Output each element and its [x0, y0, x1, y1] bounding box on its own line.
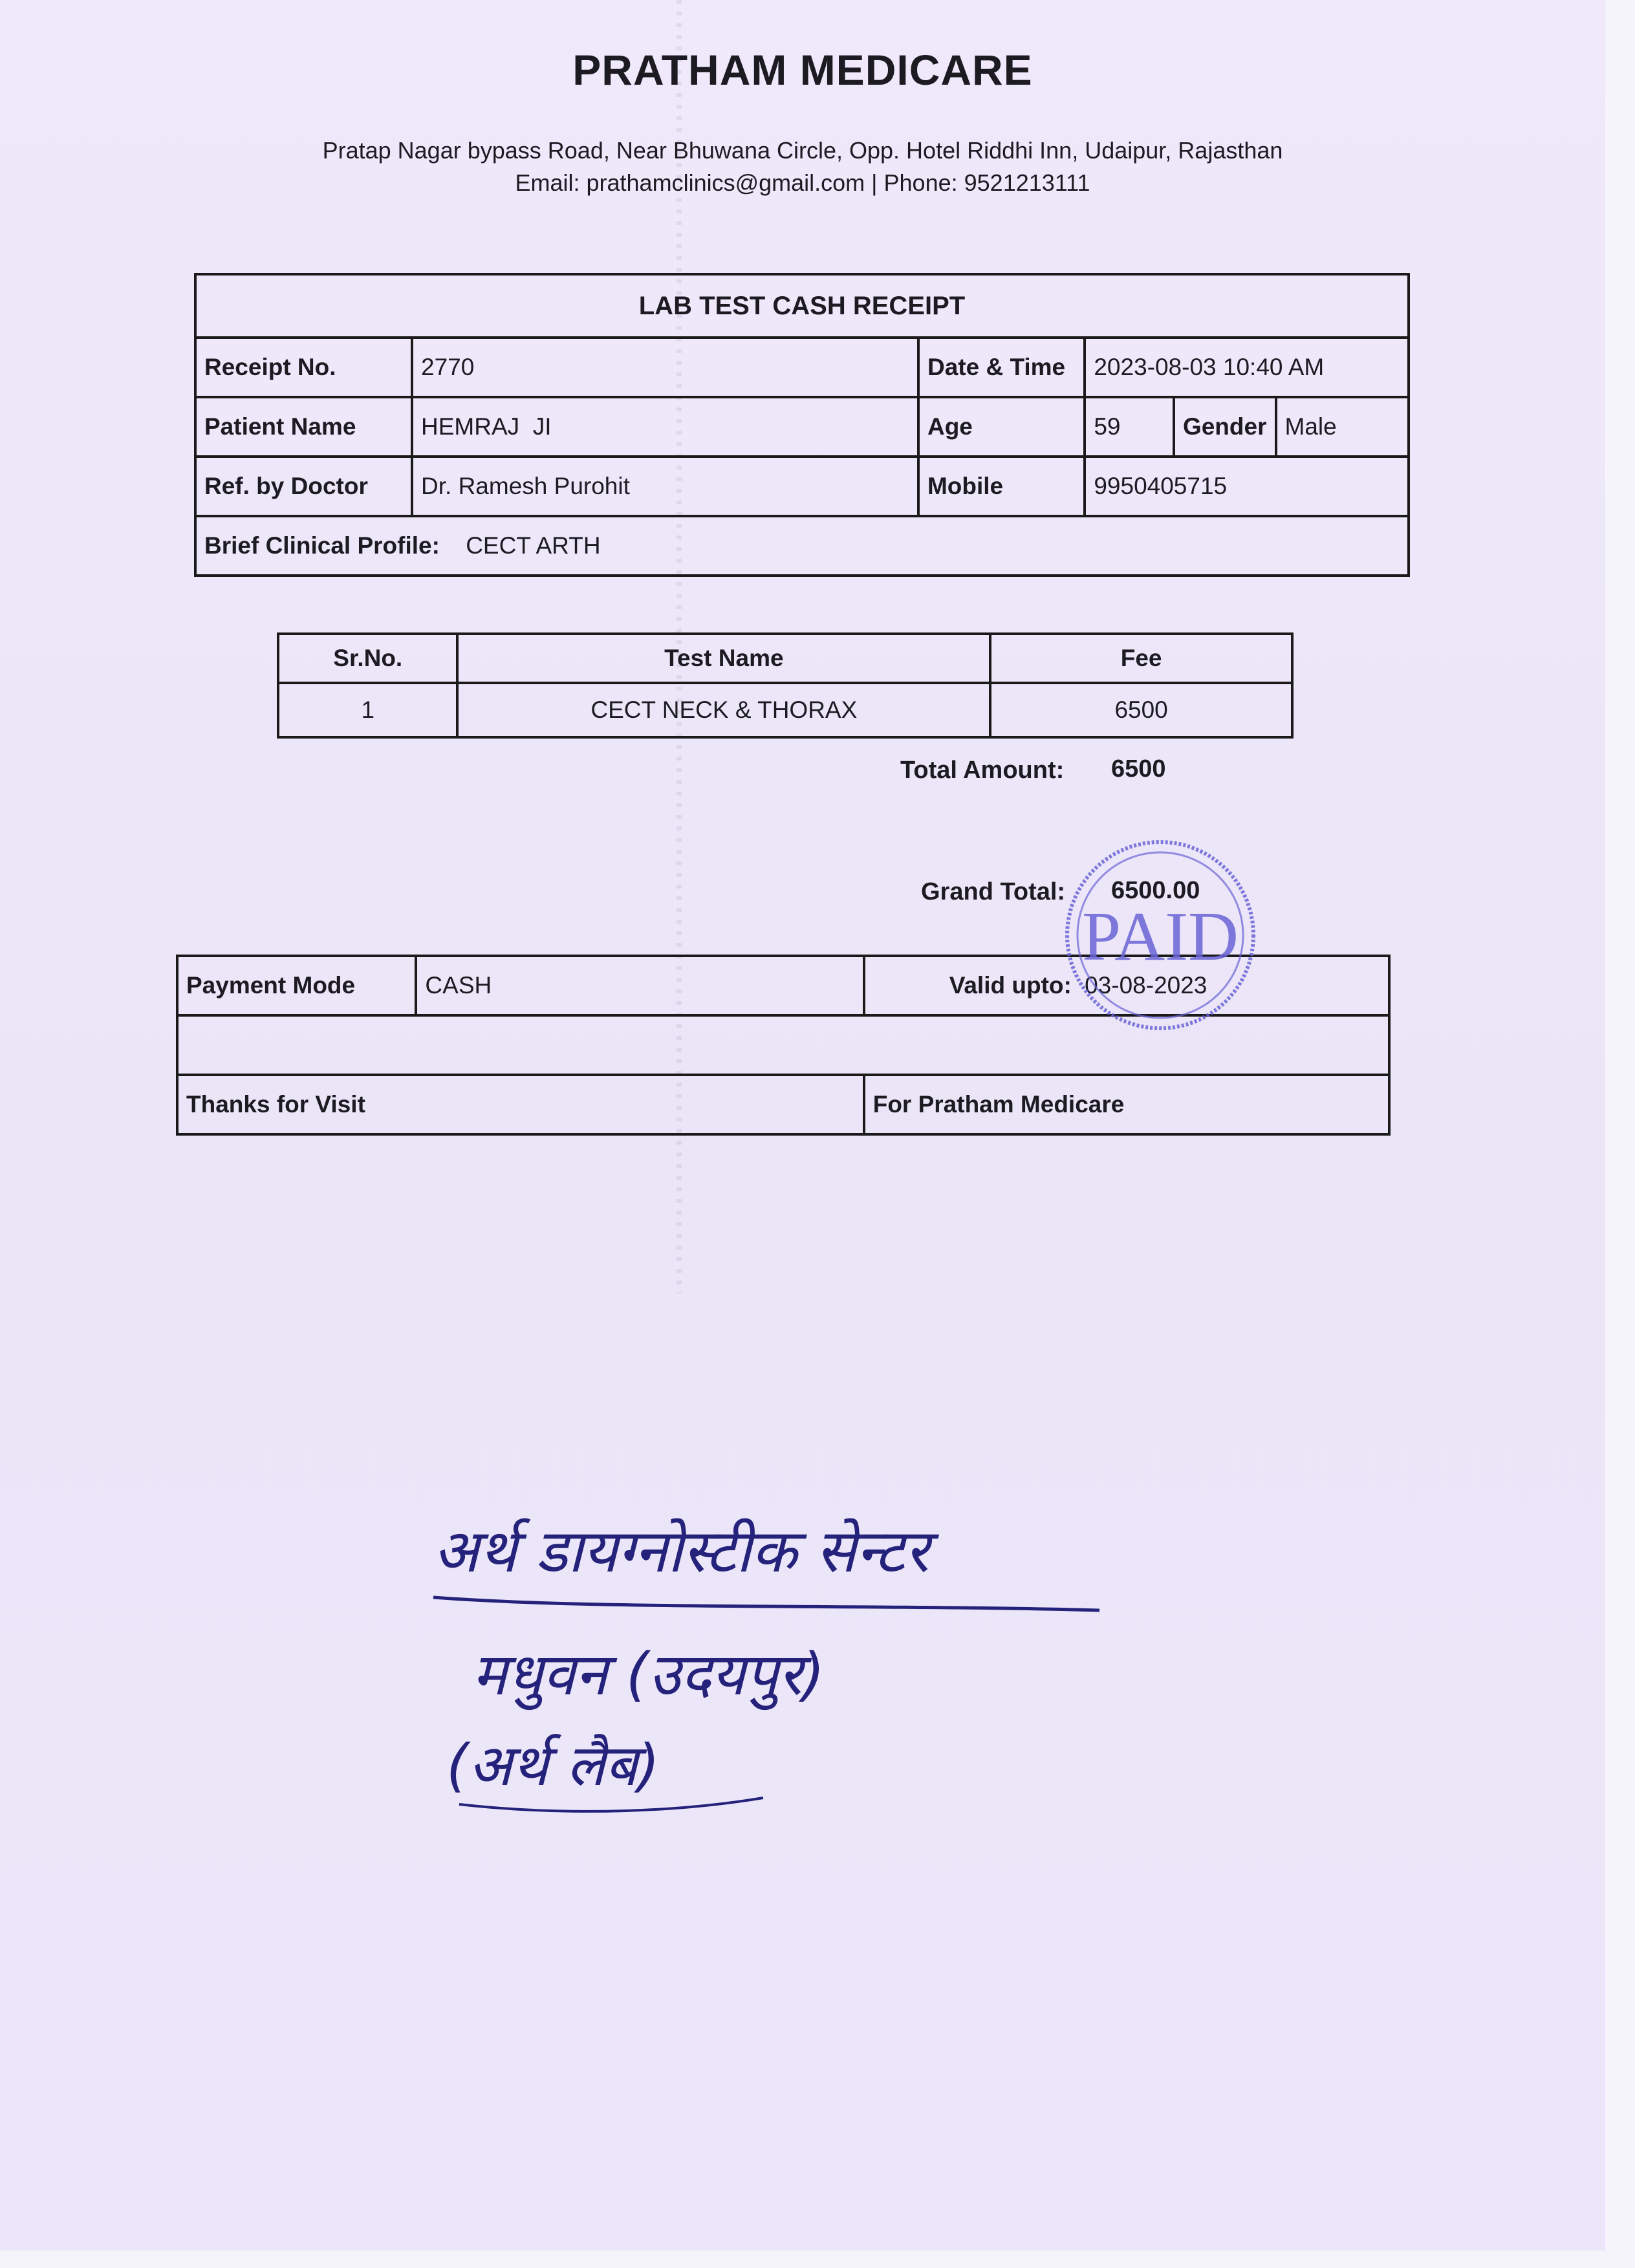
- receipt-details-table: [194, 273, 1410, 577]
- grand-total-label: Grand Total:: [921, 878, 1066, 905]
- mobile-value: 9950405715: [1085, 457, 1409, 516]
- thanks-text: Thanks for Visit: [177, 1075, 864, 1134]
- total-amount-value: 6500: [1111, 755, 1166, 783]
- column-header-test-name: Test Name: [457, 634, 990, 683]
- clinic-address: Pratap Nagar bypass Road, Near Bhuwana Circle, Opp. Hotel Riddhi Inn, Udaipur, Rajasthan: [322, 137, 1283, 164]
- payment-mode-label: Payment Mode: [177, 956, 416, 1015]
- tests-table: [277, 632, 1294, 739]
- column-header-fee: Fee: [990, 634, 1292, 683]
- mobile-label: Mobile: [918, 457, 1085, 516]
- total-amount-label: Total Amount:: [900, 757, 1065, 784]
- receipt-no-value: 2770: [412, 338, 918, 397]
- valid-upto-label: Valid upto:: [949, 972, 1072, 999]
- clinical-profile-row: [195, 516, 1409, 576]
- doctor-value: Dr. Ramesh Purohit: [412, 457, 918, 516]
- clinic-contact: Email: prathamclinics@gmail.com | Phone: 9521213111: [515, 169, 1090, 196]
- clinical-profile-value: CECT ARTH: [466, 532, 601, 559]
- gender-label: Gender: [1174, 397, 1276, 457]
- paid-stamp-text: PAID: [1081, 898, 1239, 975]
- receipt-title: LAB TEST CASH RECEIPT: [195, 274, 1409, 338]
- handwritten-line-2: मधुवन (उदयपुर): [472, 1641, 825, 1709]
- test-srno: 1: [278, 683, 457, 737]
- scan-edge-bottom: [0, 2251, 1635, 2268]
- clinic-name: PRATHAM MEDICARE: [572, 46, 1033, 94]
- signoff-text: For Pratham Medicare: [864, 1075, 1389, 1134]
- receipt-no-label: Receipt No.: [195, 338, 412, 397]
- clinical-profile-label: Brief Clinical Profile:: [204, 532, 440, 559]
- datetime-label: Date & Time: [918, 338, 1085, 397]
- scan-edge-right: [1605, 0, 1635, 2268]
- handwritten-line-1: अर्थ डायग्नोस्टीक सेन्टर: [433, 1517, 929, 1586]
- column-header-srno: Sr.No.: [278, 634, 457, 683]
- age-value: 59: [1085, 397, 1174, 457]
- payment-mode-value: CASH: [416, 956, 863, 1015]
- datetime-value: 2023-08-03 10:40 AM: [1085, 338, 1409, 397]
- gender-value: Male: [1276, 397, 1409, 457]
- grand-total-value: 6500.00: [1111, 877, 1200, 904]
- age-label: Age: [918, 397, 1085, 457]
- handwritten-line-3: (अर्थ लैब): [446, 1732, 660, 1798]
- test-name: CECT NECK & THORAX: [457, 683, 990, 737]
- patient-name-value: HEMRAJ JI: [412, 397, 918, 457]
- handwritten-note: [414, 1513, 1164, 1850]
- valid-upto-value: 03-08-2023: [1085, 972, 1207, 999]
- table-row: [278, 683, 1292, 737]
- paid-stamp: [1063, 838, 1257, 1032]
- doctor-label: Ref. by Doctor: [195, 457, 412, 516]
- patient-name-label: Patient Name: [195, 397, 412, 457]
- test-fee: 6500: [990, 683, 1292, 737]
